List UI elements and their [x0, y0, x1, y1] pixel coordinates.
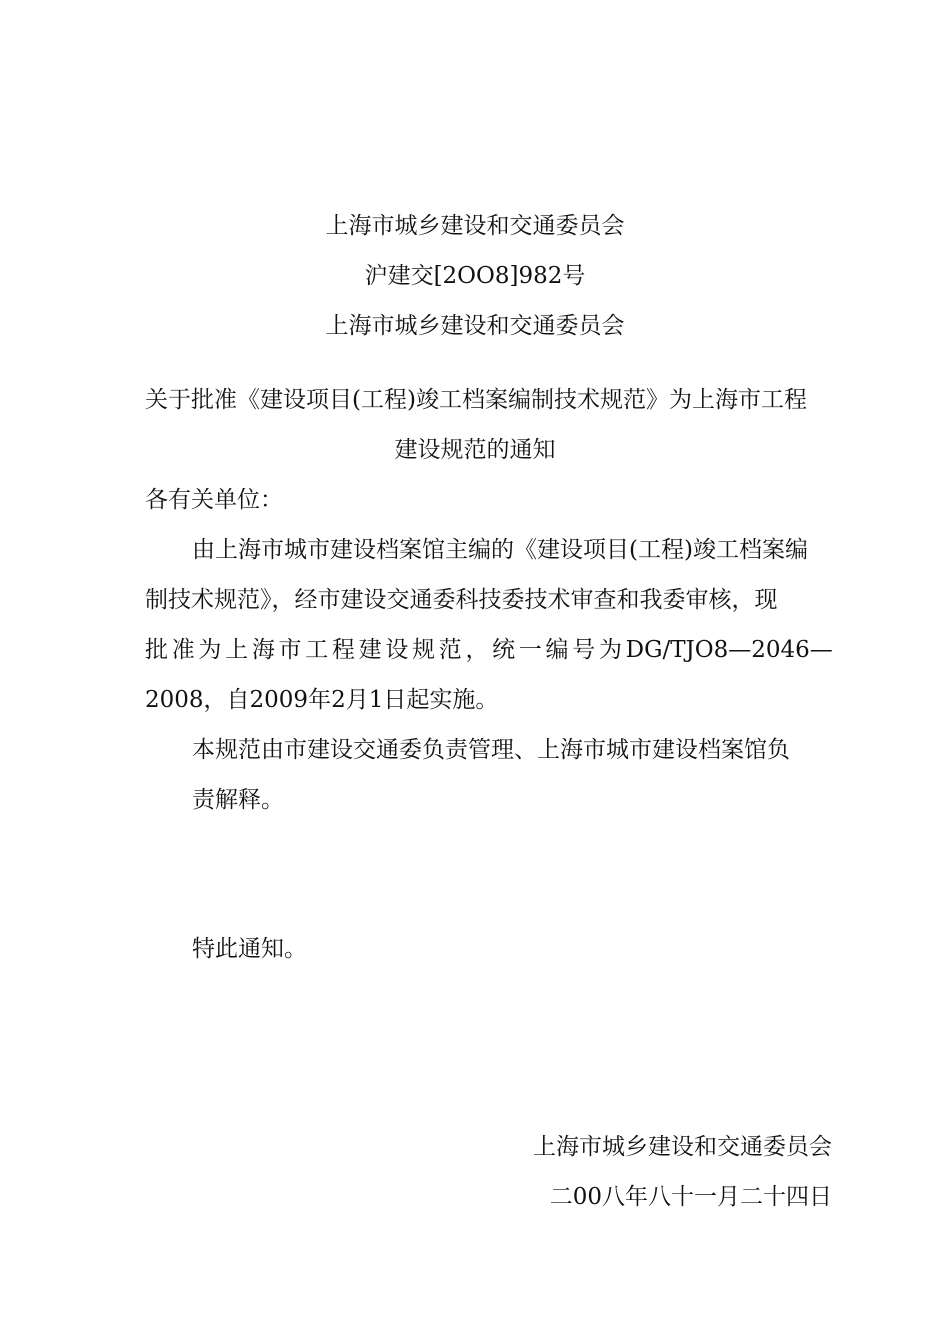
text-token: 为: [198, 637, 222, 663]
text-token: 号: [572, 637, 596, 663]
paragraph-2-line-1: 本规范由市建设交通委负责管理、上海市城市建设档案馆负: [192, 737, 790, 763]
text-token: 编: [545, 637, 569, 663]
text-token: 工: [305, 637, 329, 663]
text-token: 批: [145, 637, 168, 663]
closing-remark: 特此通知。: [192, 936, 307, 962]
text-token: 规: [412, 637, 436, 663]
text-token: 上: [225, 637, 249, 663]
text-token: 准: [171, 637, 195, 663]
paragraph-1-line-2: 制技术规范》，经市建设交通委科技委技术审查和我委审核，现: [145, 587, 778, 613]
paragraph-1-line-1: 由上海市城市建设档案馆主编的《建设项目(工程)竣工档案编: [192, 537, 808, 563]
standard-code: DG/TJO8—2046—: [625, 637, 833, 663]
text-token: 程: [331, 637, 355, 663]
signature-date: 二00八年八十一月二十四日: [549, 1184, 832, 1210]
paragraph-2-line-2: 责解释。: [192, 787, 284, 813]
paragraph-1-line-4: 2008，自2009年2月1日起实施。: [145, 687, 499, 713]
text-token: 范: [438, 637, 462, 663]
text-token: ，: [465, 637, 489, 663]
document-number: 沪建交[2OO8]982号: [364, 263, 586, 289]
text-token: 市: [278, 637, 302, 663]
signature-issuer: 上海市城乡建设和交通委员会: [533, 1134, 832, 1160]
text-token: 为: [598, 637, 622, 663]
paragraph-1-line-3: [145, 639, 833, 662]
text-token: 统: [492, 637, 516, 663]
text-token: 建: [358, 637, 382, 663]
issuer-header: 上海市城乡建设和交通委员会: [325, 213, 625, 239]
text-token: 设: [385, 637, 409, 663]
notice-title-line-2: 建设规范的通知: [394, 437, 556, 463]
text-token: 海: [251, 637, 275, 663]
salutation: 各有关单位：: [145, 487, 283, 513]
notice-title-line-1: 关于批准《建设项目(工程)竣工档案编制技术规范》为上海市工程: [145, 387, 807, 413]
issuer-header-repeat: 上海市城乡建设和交通委员会: [325, 313, 625, 339]
text-token: 一: [518, 637, 542, 663]
